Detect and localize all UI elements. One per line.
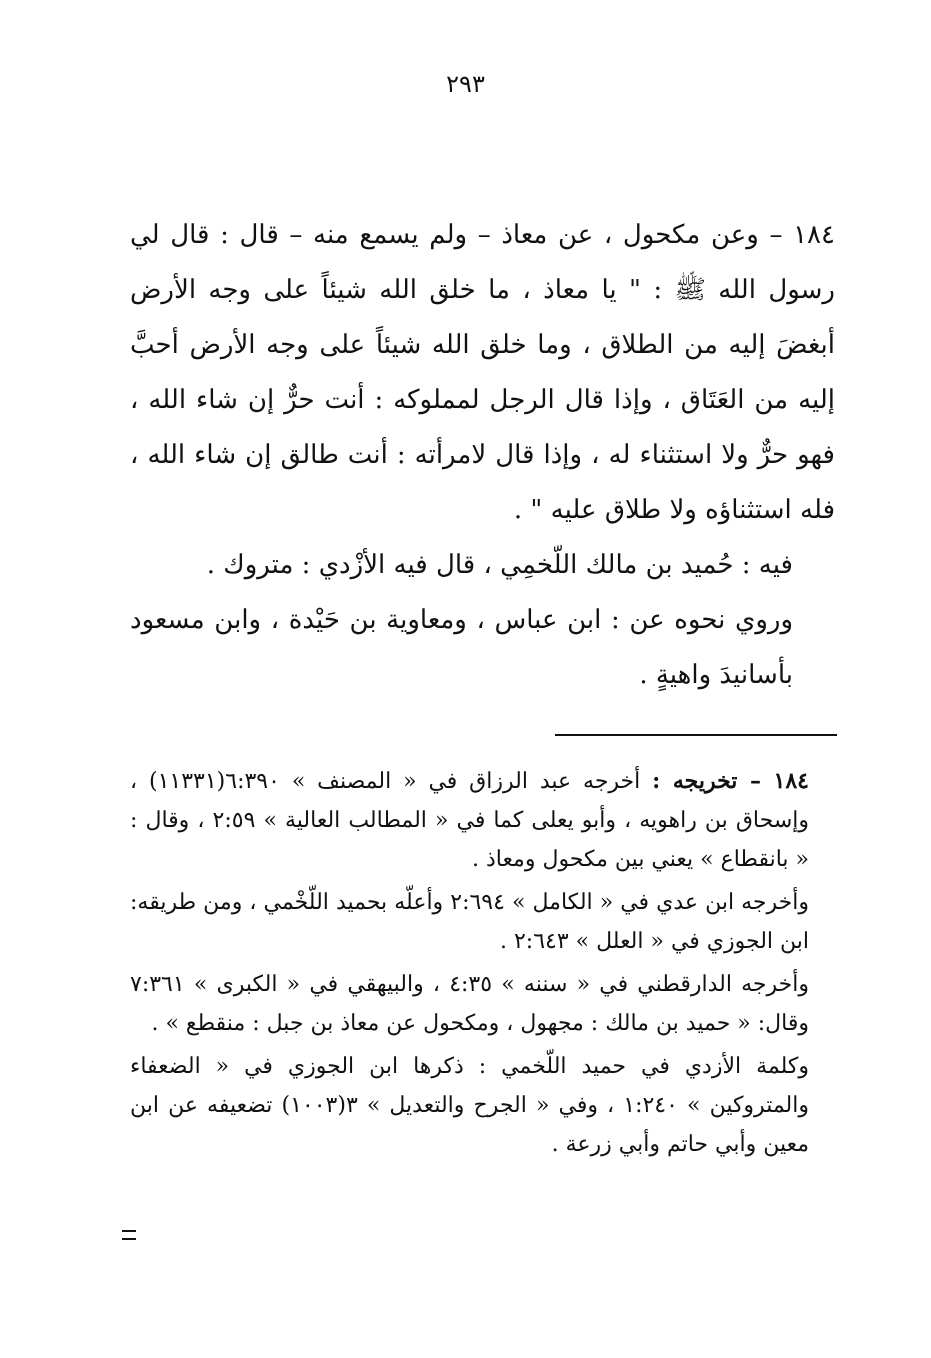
takhrij-paragraph: [130, 762, 835, 879]
daraqutni-paragraph: وأخرجه الدارقطني في « سننه » ٤:٣٥ ، والبيهقي في « الكبرى » ٧:٣٦١ وقال: « حميد بن مالك : مجهول ، ومكحول عن معاذ بن جبل : منقطع » .: [130, 972, 809, 1036]
hadith-paragraph: [130, 208, 835, 538]
takhrij-text: أخرجه عبد الرزاق في « المصنف » ٦:٣٩٠(١١٣٣١) ، وإسحاق بن راهويه ، وأبو يعلى كما في « المطالب العالية » ٢:٥٩ ، وقال : « بانقطاع » يعني بين مكحول ومعاذ .: [130, 769, 809, 872]
hadith-number: ١٨٤ –: [769, 220, 835, 250]
hadith-section: [130, 208, 835, 703]
takhrij-label: ١٨٤ – تخريجه :: [652, 768, 809, 794]
footnote-divider: [555, 734, 837, 736]
azdi-paragraph: وكلمة الأزدي في حميد اللّخمي : ذكرها ابن الجوزي في « الضعفاء والمتروكين » ١:٢٤٠ ، وفي « الجرح والتعديل » ٣(١٠٠٣) تضعيفه عن ابن معين وأبي حاتم وأبي زرعة .: [130, 1054, 809, 1157]
ibn-adi-paragraph: وأخرجه ابن عدي في « الكامل » ٢:٦٩٤ وأعلّه بحميد اللّخْمي ، ومن طريقه: ابن الجوزي في « العلل » ٢:٦٤٣ .: [130, 890, 809, 954]
page-number: ٢٩٣: [446, 70, 485, 98]
hadith-text: وعن مكحول ، عن معاذ – ولم يسمع منه – قال : قال لي رسول الله ﷺ : " يا معاذ ، ما خلق الله شيئاً على وجه الأرض أبغضَ إليه من الطلاق ، وما خلق الله شيئاً على وجه الأرض أحبَّ إليه من العَتَاق ، وإذا قال الرجل لمملوكه : أنت حرٌّ إن شاء الله ، فهو حرٌّ ولا استثناء له ، وإذا قال لامرأته : أنت طالق إن شاء الله ، فله استثناؤه ولا طلاق عليه " .: [130, 220, 835, 525]
narrator-note: فيه : حُميد بن مالك اللّخمِي ، قال فيه الأزْدي : متروك .: [206, 550, 793, 580]
footnotes-section: [130, 762, 835, 1164]
continuation-mark: [122, 1230, 136, 1240]
other-chains: وروي نحوه عن : ابن عباس ، ومعاوية بن حَيْدة ، وابن مسعود بأسانيدَ واهيةٍ .: [130, 605, 793, 690]
